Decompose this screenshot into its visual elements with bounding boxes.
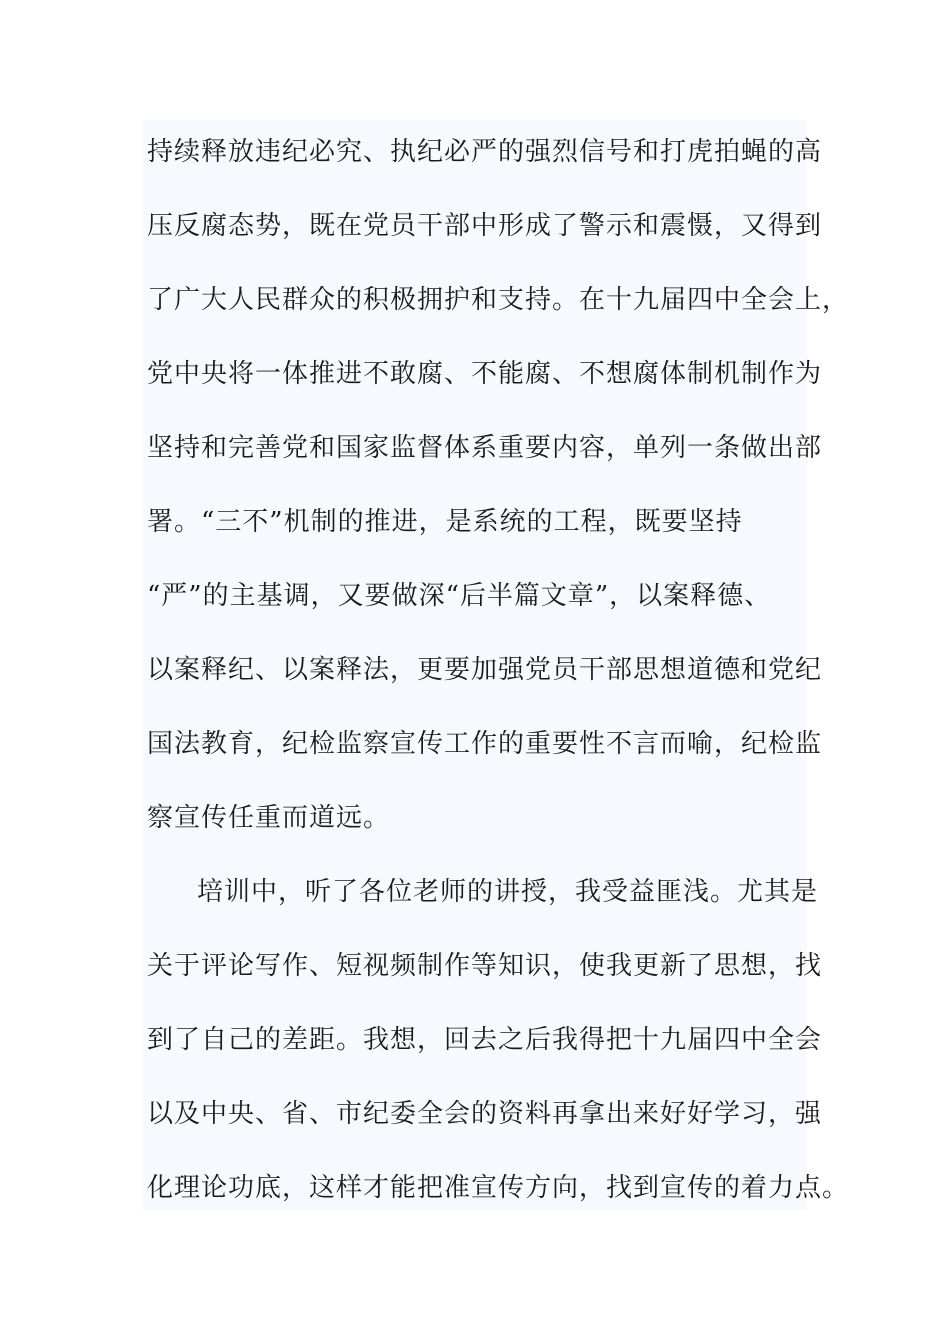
paragraph-first-line: 培训中，听了各位老师的讲授，我受益匪浅。尤其是 <box>197 877 819 907</box>
text-line: 坚持和完善党和国家监督体系重要内容，单列一条做出部 <box>147 433 823 463</box>
text-line: “严”的主基调，又要做深“后半篇文章”，以案释德、 <box>147 581 772 611</box>
text-line: 到了自己的差距。我想，回去之后我得把十九届四中全会 <box>147 1025 823 1055</box>
text-line: 压反腐态势，既在党员干部中形成了警示和震慑，又得到 <box>147 211 823 241</box>
text-line: 了广大人民群众的积极拥护和支持。在十九届四中全会上， <box>147 285 850 315</box>
text-line: 以及中央、省、市纪委全会的资料再拿出来好好学习，强 <box>147 1099 823 1129</box>
text-line: 化理论功底，这样才能把准宣传方向，找到宣传的着力点。 <box>147 1173 850 1203</box>
text-line: 察宣传任重而道远。 <box>147 803 391 833</box>
text-block <box>143 120 850 1210</box>
text-line: 关于评论写作、短视频制作等知识，使我更新了思想，找 <box>147 951 823 981</box>
text-line: 署。“三不”机制的推进，是系统的工程，既要坚持 <box>147 507 743 537</box>
text-line: 国法教育，纪检监察宣传工作的重要性不言而喻，纪检监 <box>147 729 823 759</box>
text-line: 党中央将一体推进不敢腐、不能腐、不想腐体制机制作为 <box>147 359 823 389</box>
text-line: 持续释放违纪必究、执纪必严的强烈信号和打虎拍蝇的高 <box>147 137 823 167</box>
text-line: 以案释纪、以案释法，更要加强党员干部思想道德和党纪 <box>147 655 823 685</box>
